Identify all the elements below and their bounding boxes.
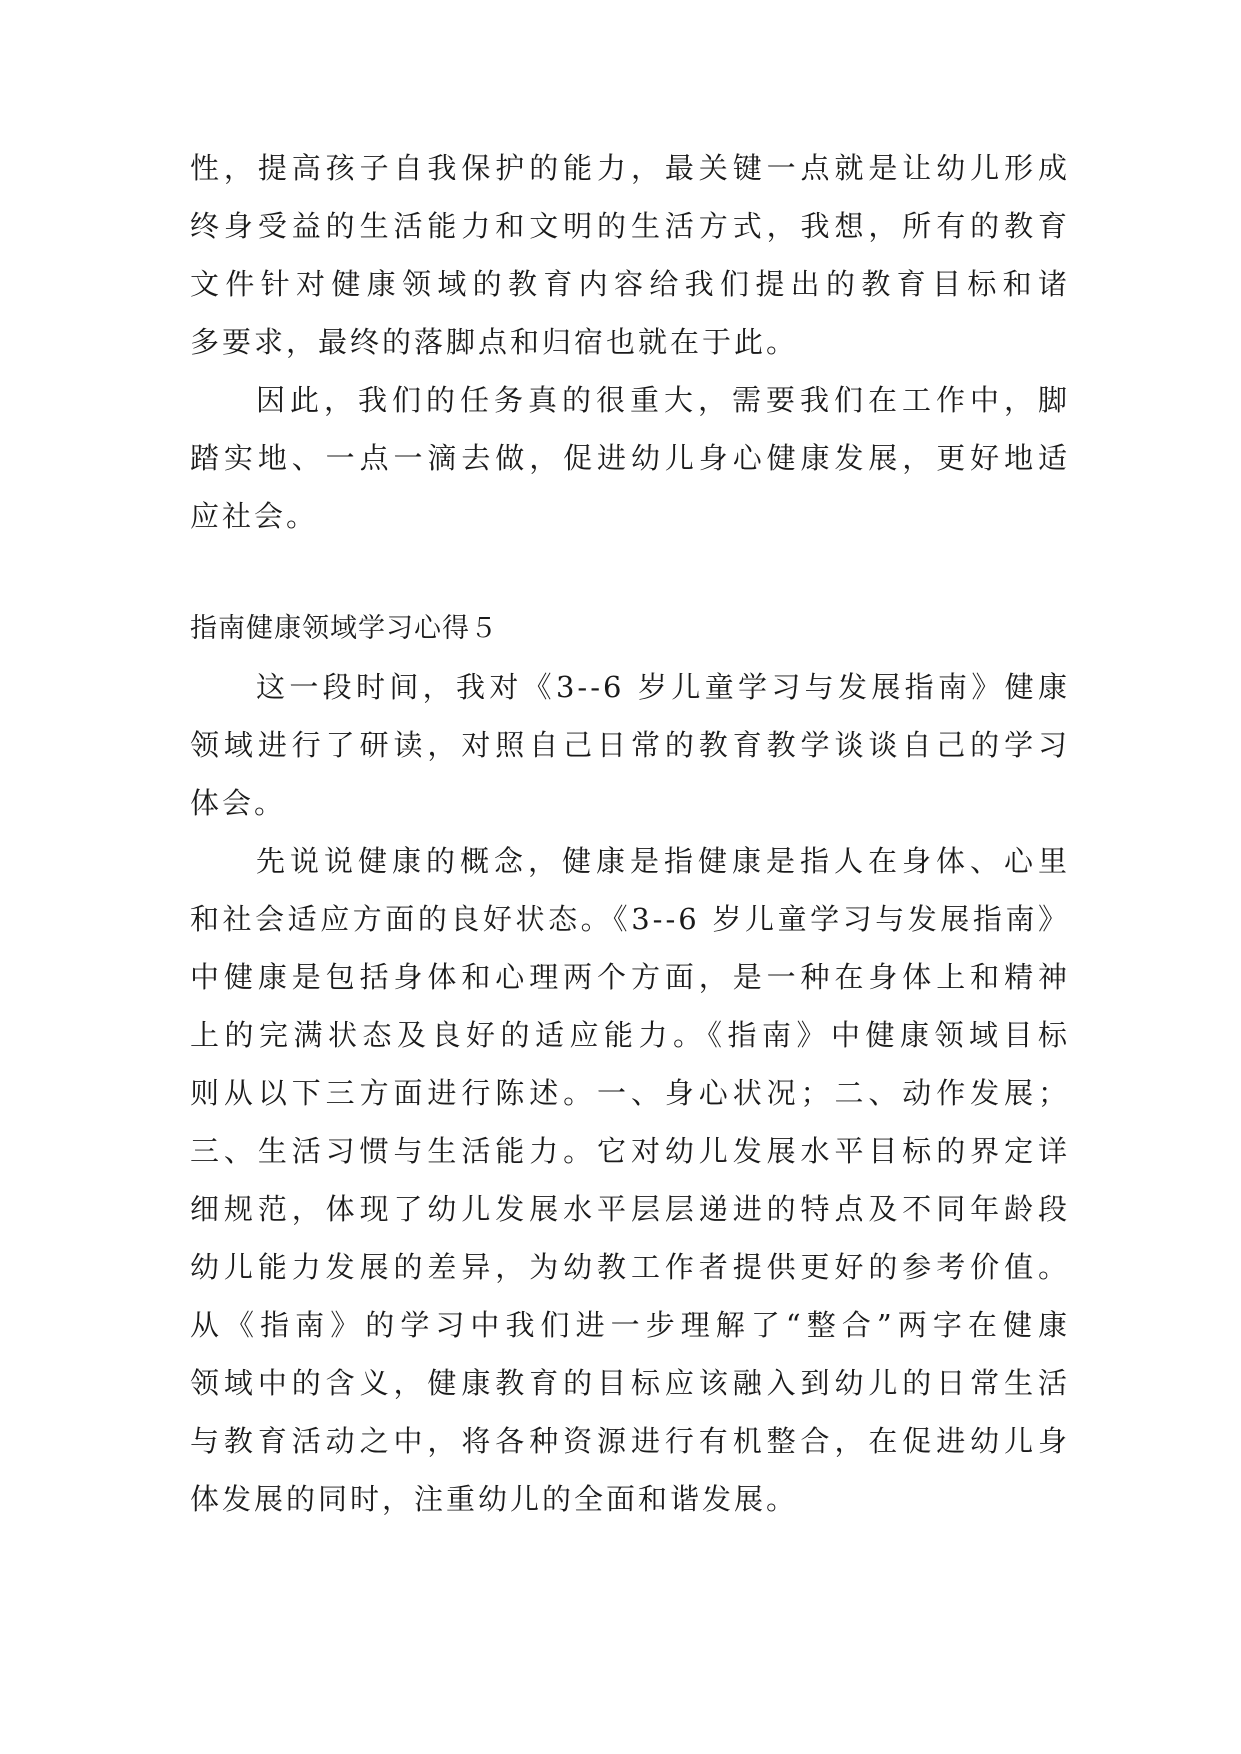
section-heading: 指南健康领域学习心得５ [190, 613, 498, 644]
paragraph-4-line-10: 领域中的含义，健康教育的目标应该融入到幼儿的日常生活 [190, 1366, 1070, 1400]
paragraph-4-line-6: 三、生活习惯与生活能力。它对幼儿发展水平目标的界定详 [190, 1134, 1070, 1168]
paragraph-4-line-1: 先说说健康的概念，健康是指健康是指人在身体、心里 [256, 844, 1070, 878]
paragraph-3-line-3: 体会。 [190, 786, 287, 820]
paragraph-4-line-8: 幼儿能力发展的差异，为幼教工作者提供更好的参考价值。 [190, 1250, 1070, 1284]
paragraph-4-line-9: 从《指南》的学习中我们进一步理解了“整合”两字在健康 [190, 1308, 1070, 1342]
paragraph-4-line-4: 上的完满状态及良好的适应能力。《指南》中健康领域目标 [190, 1018, 1070, 1052]
paragraph-2-line-1: 因此，我们的任务真的很重大，需要我们在工作中，脚 [256, 383, 1070, 417]
paragraph-4-line-5: 则从以下三方面进行陈述。一、身心状况；二、动作发展； [190, 1076, 1070, 1110]
paragraph-1-line-1: 性，提高孩子自我保护的能力，最关键一点就是让幼儿形成 [190, 151, 1070, 185]
paragraph-1-line-2: 终身受益的生活能力和文明的生活方式，我想，所有的教育 [190, 209, 1070, 243]
paragraph-3-line-1: 这一段时间，我对《3--6 岁儿童学习与发展指南》健康 [256, 670, 1070, 704]
paragraph-2-line-2: 踏实地、一点一滴去做，促进幼儿身心健康发展，更好地适 [190, 441, 1070, 475]
paragraph-1-line-3: 文件针对健康领域的教育内容给我们提出的教育目标和诸 [190, 267, 1070, 301]
paragraph-4-line-11: 与教育活动之中，将各种资源进行有机整合，在促进幼儿身 [190, 1424, 1070, 1458]
paragraph-1-line-4: 多要求，最终的落脚点和归宿也就在于此。 [190, 325, 799, 359]
paragraph-2-line-3: 应社会。 [190, 499, 319, 533]
paragraph-4-line-3: 中健康是包括身体和心理两个方面，是一种在身体上和精神 [190, 960, 1070, 994]
paragraph-4-line-7: 细规范，体现了幼儿发展水平层层递进的特点及不同年龄段 [190, 1192, 1070, 1226]
paragraph-4-line-2: 和社会适应方面的良好状态。《3--6 岁儿童学习与发展指南》 [190, 902, 1070, 936]
paragraph-3-line-2: 领域进行了研读，对照自己日常的教育教学谈谈自己的学习 [190, 728, 1070, 762]
paragraph-4-line-12: 体发展的同时，注重幼儿的全面和谐发展。 [190, 1482, 799, 1516]
